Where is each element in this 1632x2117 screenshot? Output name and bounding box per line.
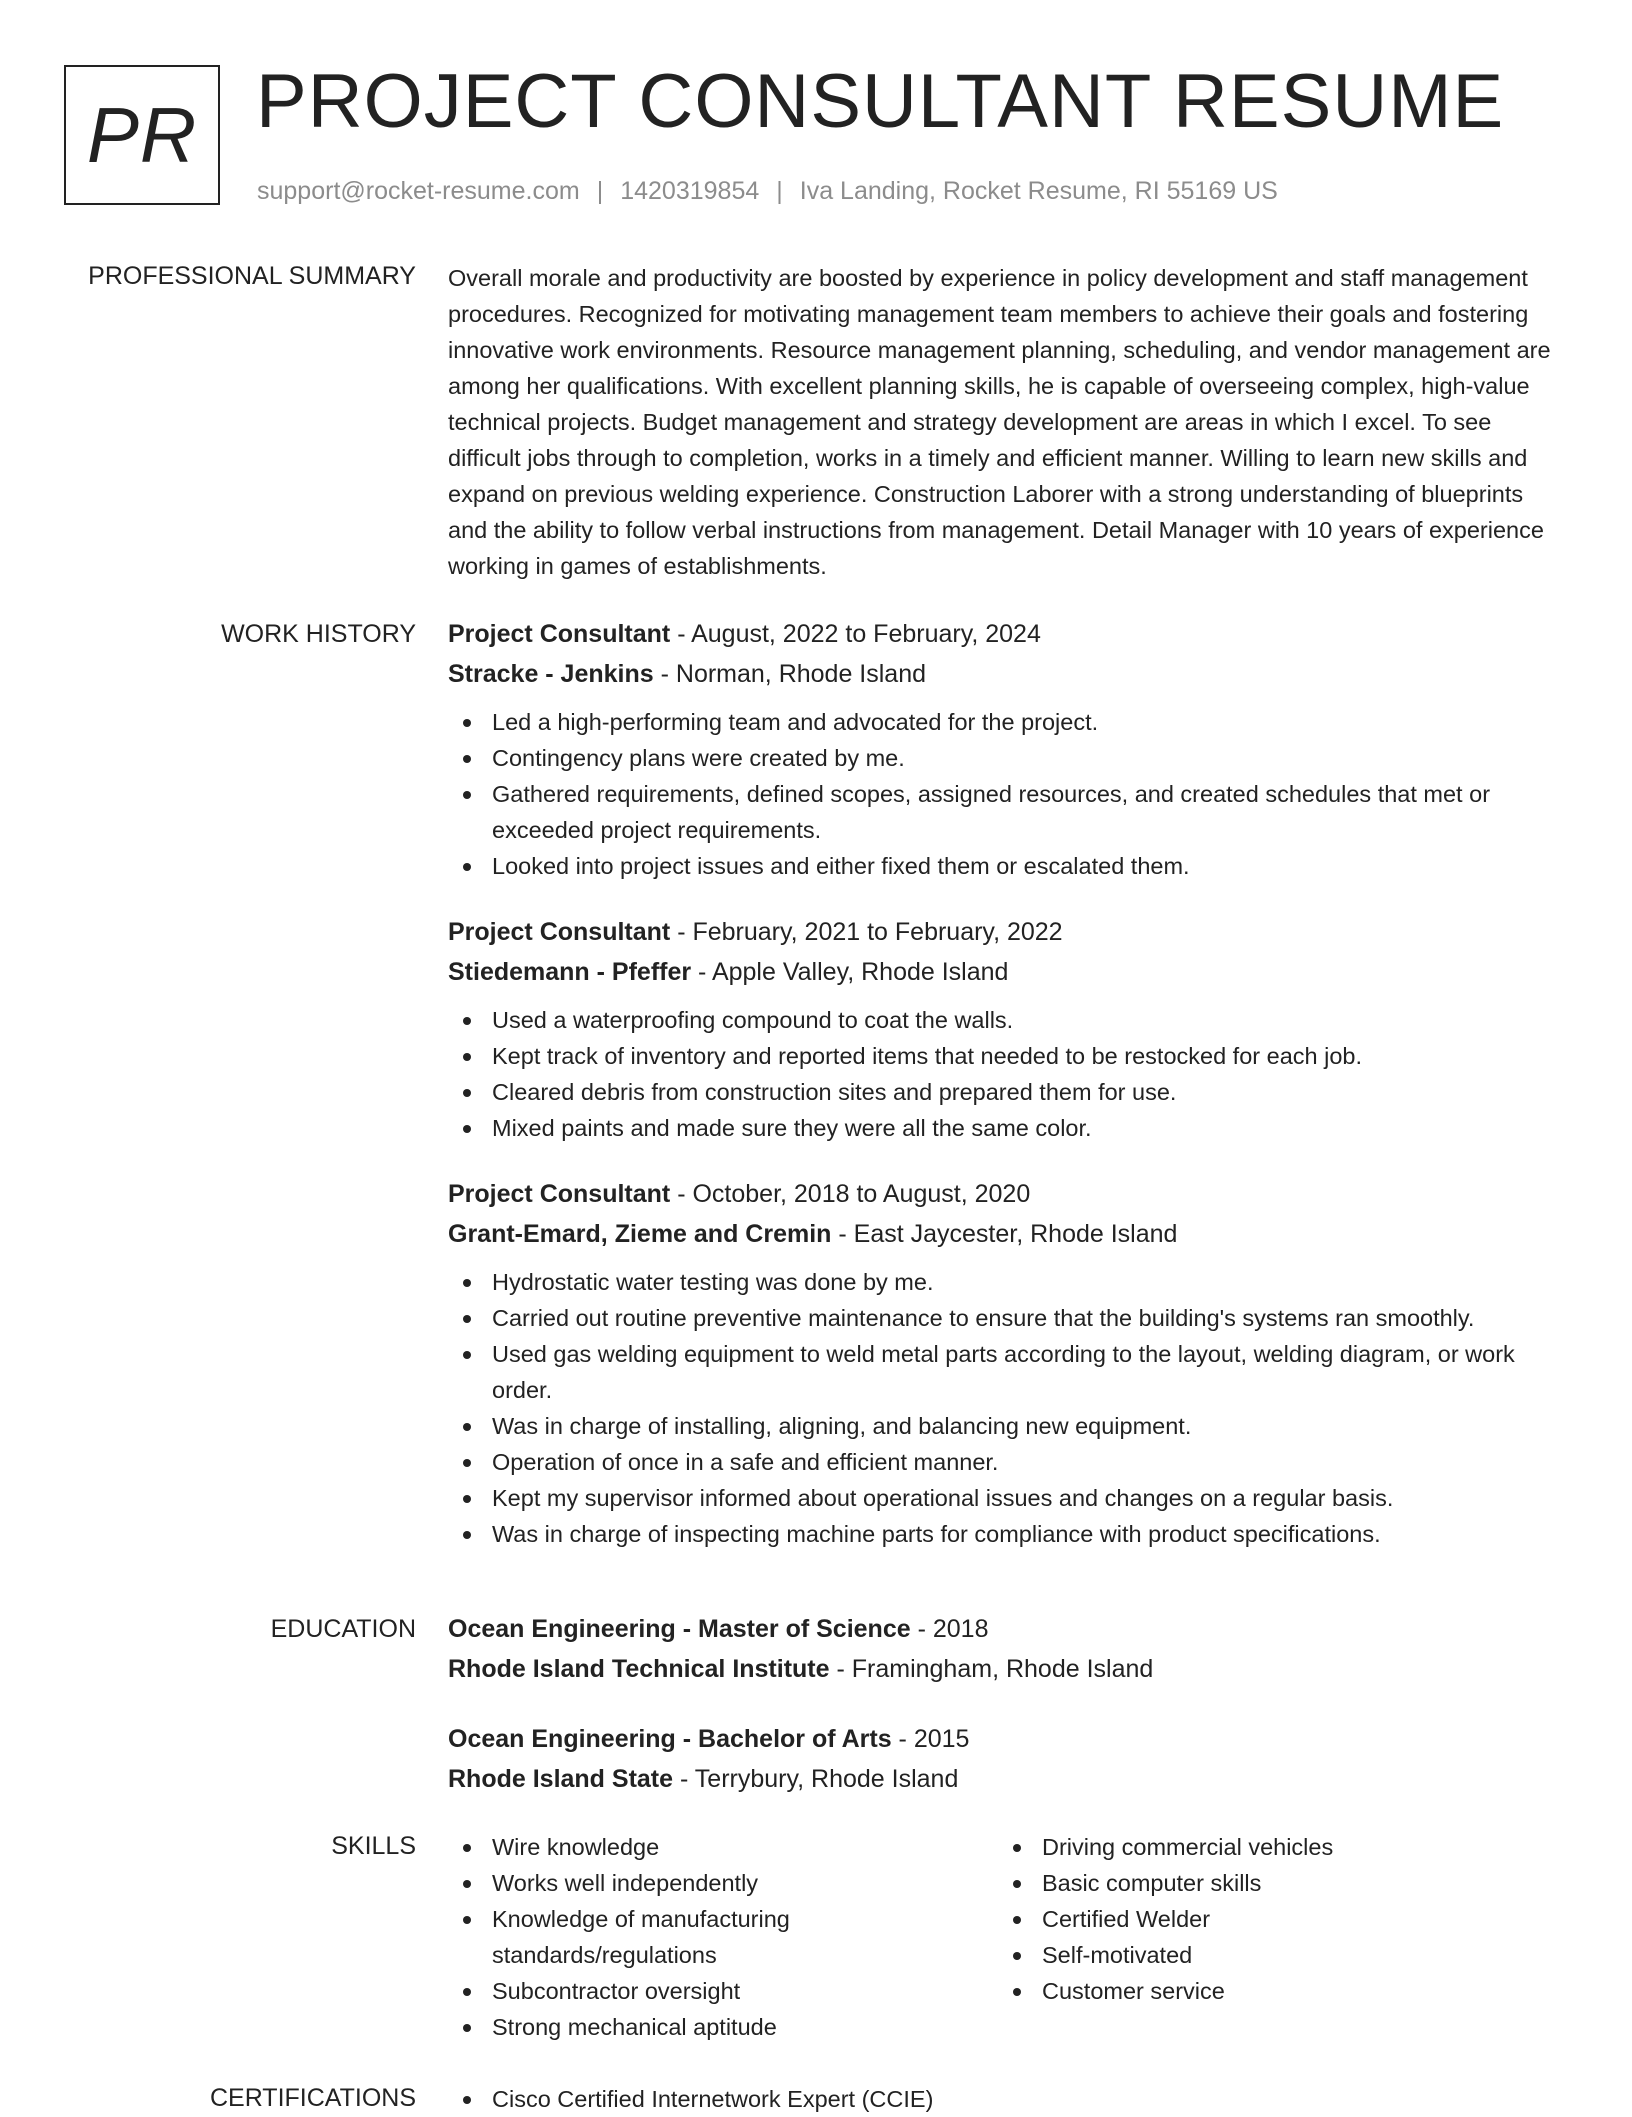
skill-item: Self-motivated bbox=[998, 1937, 1548, 1973]
section-label-summary: PROFESSIONAL SUMMARY bbox=[88, 262, 416, 290]
job-bullet: Carried out routine preventive maintenance to ensure that the building's systems ran smoothly. bbox=[448, 1300, 1560, 1336]
job-bullet: Hydrostatic water testing was done by me. bbox=[448, 1264, 1560, 1300]
skill-item: Subcontractor oversight bbox=[448, 1973, 998, 2009]
job-bullets bbox=[448, 704, 1560, 884]
contact-phone[interactable]: 1420319854 bbox=[620, 177, 760, 205]
education-school-line bbox=[448, 1649, 1560, 1689]
job-bullet: Led a high-performing team and advocated for the project. bbox=[448, 704, 1560, 740]
job-bullet: Looked into project issues and either fixed them or escalated them. bbox=[448, 848, 1560, 884]
skill-item: Driving commercial vehicles bbox=[998, 1829, 1548, 1865]
job-title-line bbox=[448, 1174, 1560, 1214]
skills-column-right bbox=[998, 1829, 1548, 2045]
job-bullet: Kept track of inventory and reported items that needed to be restocked for each job. bbox=[448, 1038, 1560, 1074]
job-dates: - August, 2022 to February, 2024 bbox=[670, 620, 1041, 648]
job-title: Project Consultant bbox=[448, 918, 671, 946]
contact-line bbox=[257, 174, 1278, 208]
job-dates: - February, 2021 to February, 2022 bbox=[670, 918, 1063, 946]
job-bullet: Kept my supervisor informed about operational issues and changes on a regular basis. bbox=[448, 1480, 1560, 1516]
skills-list-left bbox=[448, 1829, 998, 2045]
job-bullet: Gathered requirements, defined scopes, assigned resources, and created schedules that met or exceeded project requirements. bbox=[448, 776, 1560, 848]
job-bullet: Used a waterproofing compound to coat the walls. bbox=[448, 1002, 1560, 1038]
job-company-line bbox=[448, 952, 1560, 992]
work-history-body bbox=[448, 614, 1560, 1552]
job-bullet: Was in charge of inspecting machine parts for compliance with product specifications. bbox=[448, 1516, 1560, 1552]
job-bullets bbox=[448, 1264, 1560, 1552]
job-title: Project Consultant bbox=[448, 1180, 671, 1208]
job-location: - East Jaycester, Rhode Island bbox=[831, 1220, 1178, 1248]
contact-address: Iva Landing, Rocket Resume, RI 55169 US bbox=[799, 177, 1278, 205]
job-bullets bbox=[448, 1002, 1560, 1146]
skills-list-right bbox=[998, 1829, 1548, 2009]
education-year: - 2018 bbox=[910, 1615, 989, 1643]
job-title-line bbox=[448, 912, 1560, 952]
education-degree-line bbox=[448, 1719, 1560, 1759]
skill-item: Customer service bbox=[998, 1973, 1548, 2009]
job-bullet: Cleared debris from construction sites and prepared them for use. bbox=[448, 1074, 1560, 1110]
skill-item: Wire knowledge bbox=[448, 1829, 998, 1865]
education-location: - Framingham, Rhode Island bbox=[829, 1655, 1154, 1683]
education-degree-line bbox=[448, 1609, 1560, 1649]
summary-text: Overall morale and productivity are boosted by experience in policy development and staff management procedures. Recognized for motivating management team members to achieve their goals and fostering innovative work environments. Resource management planning, scheduling, and vendor management are among her qualifications. With excellent planning skills, he is capable of overseeing complex, high-value technical projects. Budget management and strategy development are areas in which I excel. To see difficult jobs through to completion, works in a timely and efficient manner. Willing to learn new skills and expand on previous welding experience. Construction Laborer with a strong understanding of blueprints and the ability to follow verbal instructions from management. Detail Manager with 10 years of experience working in games of establishments. bbox=[448, 265, 1551, 579]
job-location: - Apple Valley, Rhode Island bbox=[691, 958, 1009, 986]
job-bullet: Was in charge of installing, aligning, and balancing new equipment. bbox=[448, 1408, 1560, 1444]
education-location: - Terrybury, Rhode Island bbox=[673, 1765, 959, 1793]
job-entry bbox=[448, 912, 1560, 1146]
skill-item: Knowledge of manufacturing standards/regulations bbox=[448, 1901, 852, 1973]
summary-body bbox=[448, 260, 1560, 584]
job-title-line bbox=[448, 614, 1560, 654]
education-degree: Ocean Engineering - Bachelor of Arts bbox=[448, 1725, 892, 1753]
education-school-line bbox=[448, 1759, 1560, 1799]
education-degree: Ocean Engineering - Master of Science bbox=[448, 1615, 911, 1643]
job-company: Stiedemann - Pfeffer bbox=[448, 958, 692, 986]
monogram-logo: PR bbox=[64, 65, 220, 205]
section-label-certifications: CERTIFICATIONS bbox=[209, 2084, 416, 2112]
skill-item: Strong mechanical aptitude bbox=[448, 2009, 998, 2045]
education-entry bbox=[448, 1719, 1560, 1799]
job-bullet: Contingency plans were created by me. bbox=[448, 740, 1560, 776]
skill-item: Certified Welder bbox=[998, 1901, 1548, 1937]
education-school: Rhode Island Technical Institute bbox=[448, 1655, 830, 1683]
contact-separator: | bbox=[776, 177, 783, 205]
skills-body bbox=[448, 1829, 1560, 2045]
education-body bbox=[448, 1609, 1560, 1799]
job-bullet: Mixed paints and made sure they were all the same color. bbox=[448, 1110, 1560, 1146]
job-company-line bbox=[448, 654, 1560, 694]
section-label-work-history: WORK HISTORY bbox=[221, 620, 416, 648]
education-entry bbox=[448, 1609, 1560, 1689]
job-entry bbox=[448, 614, 1560, 884]
job-bullet: Used gas welding equipment to weld metal parts according to the layout, welding diagram, or work order. bbox=[448, 1336, 1560, 1408]
job-entry bbox=[448, 1174, 1560, 1552]
contact-separator: | bbox=[596, 177, 604, 205]
skill-item: Basic computer skills bbox=[998, 1865, 1548, 1901]
skill-item: Works well independently bbox=[448, 1865, 998, 1901]
education-year: - 2015 bbox=[891, 1725, 970, 1753]
job-title: Project Consultant bbox=[448, 620, 671, 648]
job-dates: - October, 2018 to August, 2020 bbox=[670, 1180, 1031, 1208]
certification-item: Cisco Certified Internetwork Expert (CCIE) bbox=[448, 2081, 1560, 2117]
skills-columns bbox=[448, 1829, 1560, 2045]
contact-email[interactable]: support@rocket-resume.com bbox=[257, 177, 580, 205]
job-company: Grant-Emard, Zieme and Cremin bbox=[448, 1220, 832, 1248]
section-label-skills: SKILLS bbox=[331, 1832, 416, 1860]
job-company-line bbox=[448, 1214, 1560, 1254]
job-company: Stracke - Jenkins bbox=[448, 660, 654, 688]
education-school: Rhode Island State bbox=[448, 1765, 674, 1793]
job-bullet: Operation of once in a safe and efficient manner. bbox=[448, 1444, 1560, 1480]
section-label-education: EDUCATION bbox=[270, 1615, 416, 1643]
job-location: - Norman, Rhode Island bbox=[653, 660, 927, 688]
resume-title: PROJECT CONSULTANT RESUME bbox=[256, 59, 1505, 144]
skills-column-left bbox=[448, 1829, 998, 2045]
